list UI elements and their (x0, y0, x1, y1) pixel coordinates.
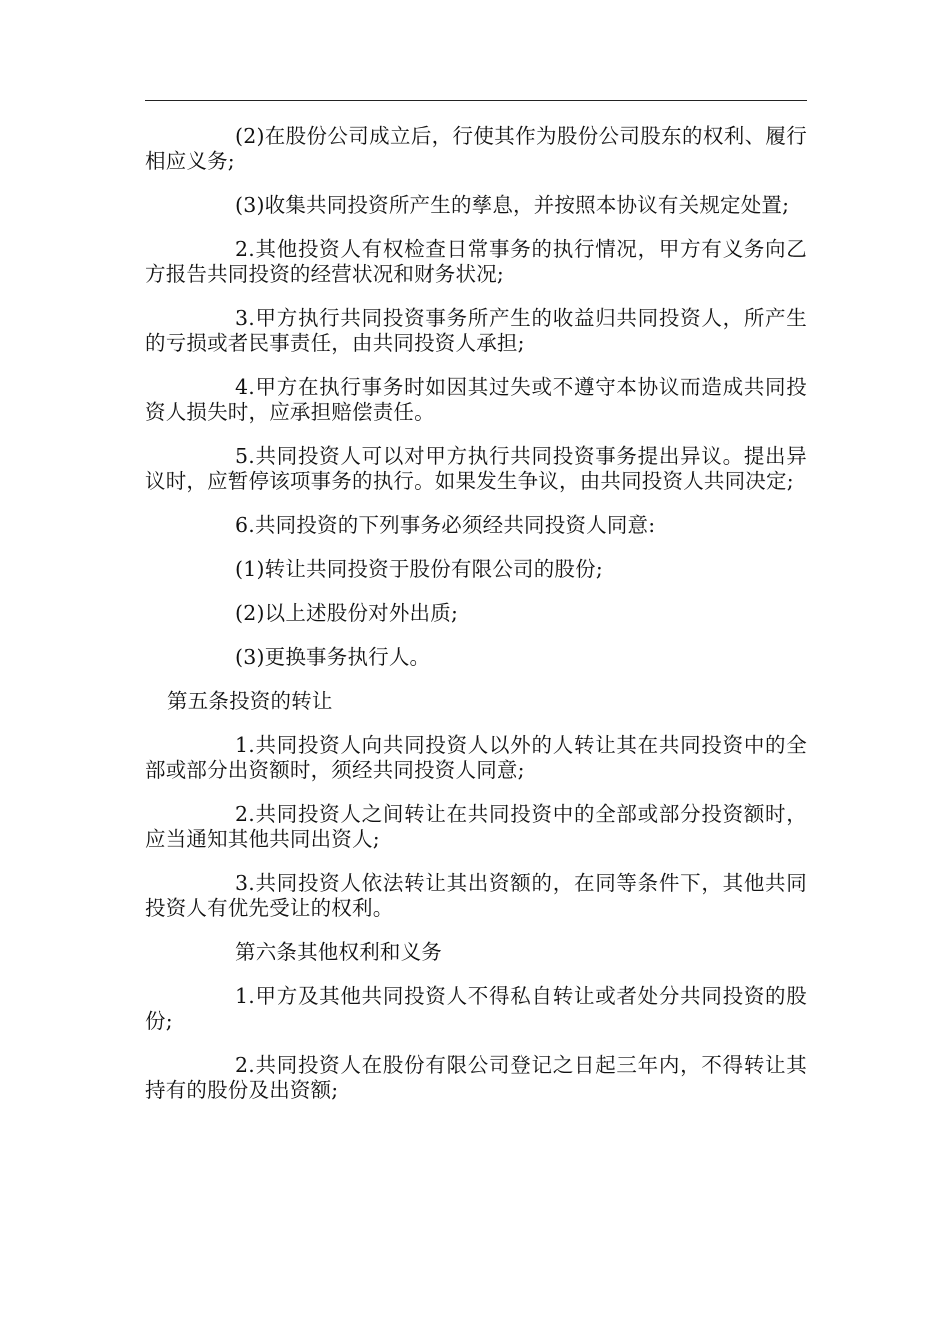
paragraph-clause-4-5: 5.共同投资人可以对甲方执行共同投资事务提出异议。提出异议时，应暂停该项事务的执行。如果发生争议，由共同投资人共同决定; (145, 444, 807, 493)
paragraph-clause-4-6-3: (3)更换事务执行人。 (235, 645, 431, 669)
paragraph-clause-5-3: 3.共同投资人依法转让其出资额的，在同等条件下，其他共同投资人有优先受让的权利。 (145, 871, 807, 920)
paragraph-clause-4-6: 6.共同投资的下列事务必须经共同投资人同意: (235, 513, 656, 537)
paragraph-clause-5-1: 1.共同投资人向共同投资人以外的人转让其在共同投资中的全部或部分出资额时，须经共同投资人同意; (145, 733, 807, 782)
paragraph-clause-4-3: 3.甲方执行共同投资事务所产生的收益归共同投资人，所产生的亏损或者民事责任，由共同投资人承担; (145, 306, 807, 355)
paragraph-clause-4-4: 4.甲方在执行事务时如因其过失或不遵守本协议而造成共同投资人损失时，应承担赔偿责任。 (145, 375, 807, 424)
paragraph-clause-5-2: 2.共同投资人之间转让在共同投资中的全部或部分投资额时，应当通知其他共同出资人; (145, 802, 807, 851)
paragraph-clause-4-1-3: (3)收集共同投资所产生的孳息，并按照本协议有关规定处置; (235, 193, 790, 217)
paragraph-clause-4-6-1: (1)转让共同投资于股份有限公司的股份; (235, 557, 603, 581)
paragraph-clause-4-2: 2.其他投资人有权检查日常事务的执行情况，甲方有义务向乙方报告共同投资的经营状况和财务状况; (145, 237, 807, 286)
header-rule (145, 100, 807, 101)
paragraph-clause-4-1-2: (2)在股份公司成立后，行使其作为股份公司股东的权利、履行相应义务; (145, 124, 807, 173)
section-heading-article-5: 第五条投资的转让 (167, 689, 333, 713)
paragraph-clause-6-1: 1.甲方及其他共同投资人不得私自转让或者处分共同投资的股份; (145, 984, 807, 1033)
section-heading-article-6: 第六条其他权利和义务 (235, 940, 442, 964)
paragraph-clause-4-6-2: (2)以上述股份对外出质; (235, 601, 459, 625)
paragraph-clause-6-2: 2.共同投资人在股份有限公司登记之日起三年内，不得转让其持有的股份及出资额; (145, 1053, 807, 1102)
document-body (145, 124, 807, 1122)
